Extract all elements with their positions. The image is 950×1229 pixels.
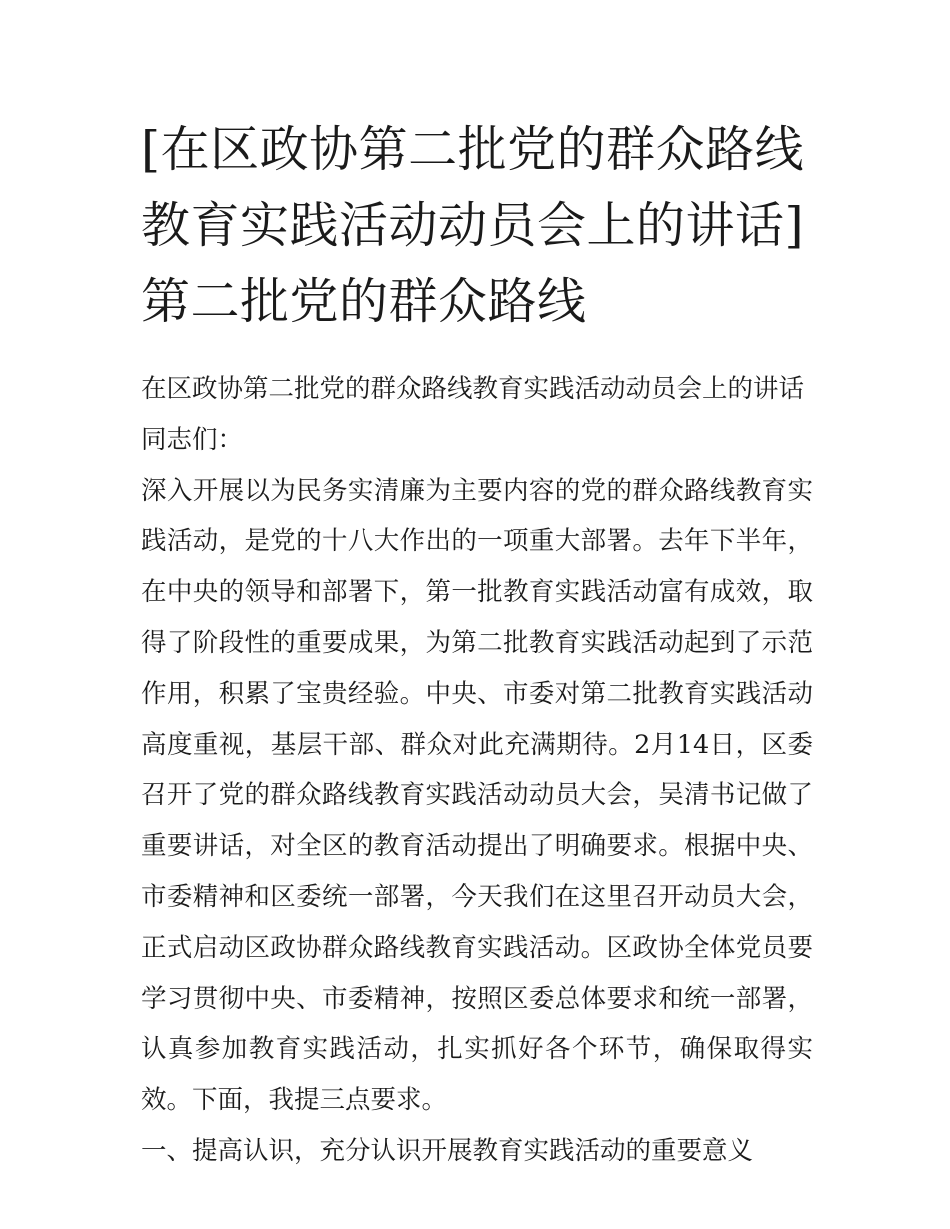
document-page (141, 112, 813, 1177)
body-paragraph: 深入开展以为民务实清廉为主要内容的党的群众路线教育实践活动，是党的十八大作出的一项重大部署。去年下半年，在中央的领导和部署下，第一批教育实践活动富有成效，取得了阶段性的重要成果，为第二批教育实践活动起到了示范作用，积累了宝贵经验。中央、市委对第二批教育实践活动高度重视，基层干部、群众对此充满期待。2月14日，区委召开了党的群众路线教育实践活动动员大会，吴清书记做了重要讲话，对全区的教育活动提出了明确要求。根据中央、市委精神和区委统一部署，今天我们在这里召开动员大会，正式启动区政协群众路线教育实践活动。区政协全体党员要学习贯彻中央、市委精神，按照区委总体要求和统一部署，认真参加教育实践活动，扎实抓好各个环节，确保取得实效。下面，我提三点要求。 (141, 475, 813, 1116)
salutation: 同志们： (141, 424, 244, 455)
document-title: [在区政协第二批党的群众路线教育实践活动动员会上的讲话]第二批党的群众路线 (141, 121, 805, 330)
section-heading: 一、提高认识，充分认识开展教育实践活动的重要意义 (141, 1135, 754, 1166)
speech-subtitle: 在区政协第二批党的群众路线教育实践活动动员会上的讲话 (141, 374, 805, 404)
